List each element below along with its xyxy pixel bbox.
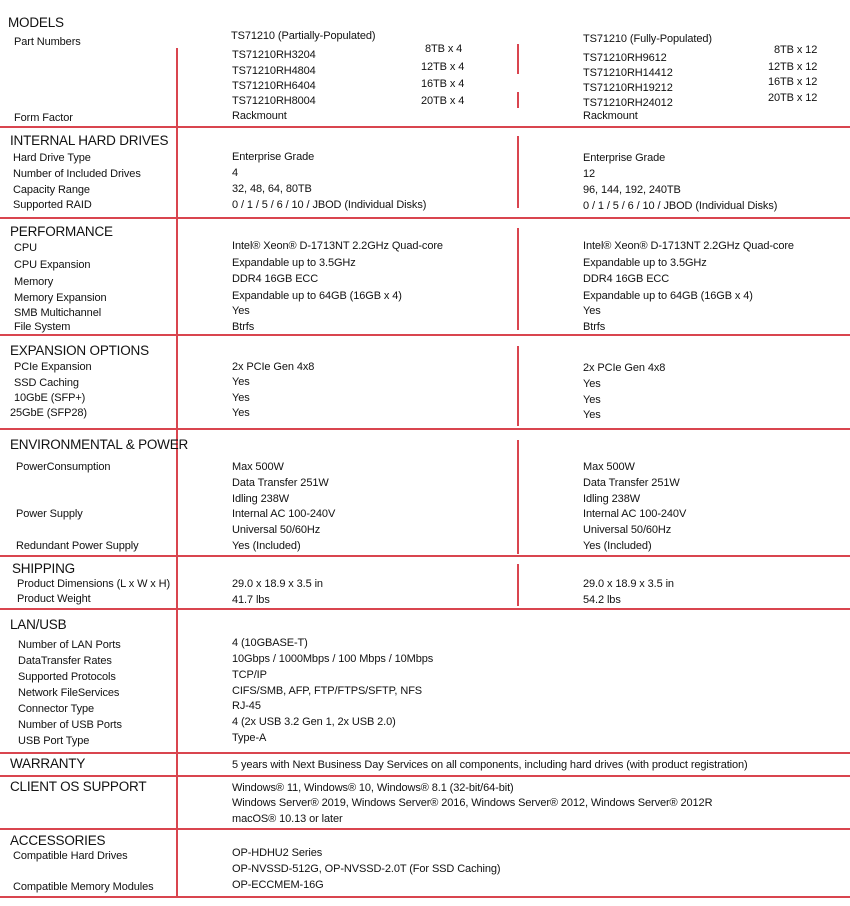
connector-value: RJ-45 xyxy=(232,700,261,712)
partial-product-dimensions: 29.0 x 18.9 x 3.5 in xyxy=(232,578,323,590)
full-cpu: Intel® Xeon® D-1713NT 2.2GHz Quad-core xyxy=(583,240,794,252)
divider-warranty xyxy=(0,752,850,754)
full-part-number: TS71210RH24012 xyxy=(583,97,673,109)
full-memory: DDR4 16GB ECC xyxy=(583,273,670,285)
column-rule-environmental xyxy=(517,440,519,554)
partial-ssd-caching: Yes xyxy=(232,376,250,388)
full-part-capacity: 12TB x 12 xyxy=(768,61,818,73)
full-part-capacity: 20TB x 12 xyxy=(768,92,818,104)
full-part-capacity: 16TB x 12 xyxy=(768,76,818,88)
label-redundant-power-supply: Redundant Power Supply xyxy=(16,540,139,552)
client-os-windows: Windows® 11, Windows® 10, Windows® 8.1 (32-bit/64-bit) xyxy=(232,782,514,794)
partial-part-capacity: 8TB x 4 xyxy=(425,43,463,55)
section-environmental-power: ENVIRONMENTAL & POWER xyxy=(10,437,189,452)
label-25gbe: 25GbE (SFP28) xyxy=(10,407,87,419)
label-capacity-range: Capacity Range xyxy=(13,184,90,196)
full-part-number: TS71210RH9612 xyxy=(583,52,667,64)
label-product-weight: Product Weight xyxy=(17,593,91,605)
partial-memory: DDR4 16GB ECC xyxy=(232,273,319,285)
label-compatible-hard-drives: Compatible Hard Drives xyxy=(13,850,128,862)
partial-25gbe: Yes xyxy=(232,407,250,419)
label-memory-expansion: Memory Expansion xyxy=(14,292,107,304)
full-smb-multichannel: Yes xyxy=(583,305,601,317)
section-warranty: WARRANTY xyxy=(10,756,86,771)
partial-power-max: Max 500W xyxy=(232,461,284,473)
partial-model-title: TS71210 (Partially-Populated) xyxy=(231,30,376,42)
full-ssd-caching: Yes xyxy=(583,378,601,390)
full-psu-voltage: Internal AC 100-240V xyxy=(583,508,687,520)
full-10gbe: Yes xyxy=(583,394,601,406)
label-pcie-expansion: PCIe Expansion xyxy=(14,361,92,373)
label-supported-raid: Supported RAID xyxy=(13,199,92,211)
label-connector-type: Connector Type xyxy=(18,703,95,715)
full-product-weight: 54.2 lbs xyxy=(583,594,621,606)
full-model-title: TS71210 (Fully-Populated) xyxy=(583,33,712,45)
partial-pcie-expansion: 2x PCIe Gen 4x8 xyxy=(232,361,315,373)
label-part-numbers: Part Numbers xyxy=(14,36,81,48)
full-part-number: TS71210RH14412 xyxy=(583,67,673,79)
full-redundant-power-supply: Yes (Included) xyxy=(583,540,652,552)
full-psu-frequency: Universal 50/60Hz xyxy=(583,524,672,536)
label-usb-ports: Number of USB Ports xyxy=(18,719,122,731)
section-accessories: ACCESSORIES xyxy=(10,833,106,848)
label-cpu: CPU xyxy=(14,242,37,254)
label-compatible-memory: Compatible Memory Modules xyxy=(13,881,154,893)
compatible-drives-ssd: OP-NVSSD-512G, OP-NVSSD-2.0T (For SSD Caching) xyxy=(232,863,501,875)
label-hard-drive-type: Hard Drive Type xyxy=(13,152,91,164)
full-power-transfer: Data Transfer 251W xyxy=(583,477,680,489)
divider-expansion xyxy=(0,334,850,336)
section-performance: PERFORMANCE xyxy=(10,224,113,239)
partial-part-number: TS71210RH6404 xyxy=(232,80,316,92)
client-os-macos: macOS® 10.13 or later xyxy=(232,813,343,825)
label-transfer-rates: DataTransfer Rates xyxy=(18,655,112,667)
full-memory-expansion: Expandable up to 64GB (16GB x 4) xyxy=(583,290,753,302)
column-rule-expansion xyxy=(517,346,519,426)
partial-cpu-expansion: Expandable up to 3.5GHz xyxy=(232,257,356,269)
transfer-rates-value: 10Gbps / 1000Mbps / 100 Mbps / 10Mbps xyxy=(232,653,434,665)
divider-performance xyxy=(0,217,850,219)
section-client-os-support: CLIENT OS SUPPORT xyxy=(10,779,147,794)
partial-included-drives: 4 xyxy=(232,167,239,179)
partial-supported-raid: 0 / 1 / 5 / 6 / 10 / JBOD (Individual Disks) xyxy=(232,199,427,211)
partial-cpu: Intel® Xeon® D-1713NT 2.2GHz Quad-core xyxy=(232,240,443,252)
label-cpu-expansion: CPU Expansion xyxy=(14,259,91,271)
partial-10gbe: Yes xyxy=(232,392,250,404)
partial-redundant-power-supply: Yes (Included) xyxy=(232,540,301,552)
label-network-file-services: Network FileServices xyxy=(18,687,120,699)
divider-bottom xyxy=(0,896,850,898)
full-capacity-range: 96, 144, 192, 240TB xyxy=(583,184,681,196)
partial-psu-frequency: Universal 50/60Hz xyxy=(232,524,321,536)
section-internal-hard-drives: INTERNAL HARD DRIVES xyxy=(10,133,169,148)
column-rule-labels xyxy=(176,48,178,896)
full-power-idle: Idling 238W xyxy=(583,493,640,505)
partial-part-number: TS71210RH3204 xyxy=(232,49,316,61)
label-lan-ports: Number of LAN Ports xyxy=(18,639,121,651)
column-rule-models-top xyxy=(517,44,519,74)
label-smb-multichannel: SMB Multichannel xyxy=(14,307,102,319)
partial-part-capacity: 12TB x 4 xyxy=(421,61,465,73)
partial-power-transfer: Data Transfer 251W xyxy=(232,477,329,489)
full-pcie-expansion: 2x PCIe Gen 4x8 xyxy=(583,362,666,374)
section-models: MODELS xyxy=(8,15,64,30)
label-included-drives: Number of Included Drives xyxy=(13,168,141,180)
divider-accessories xyxy=(0,828,850,830)
lan-ports-value: 4 (10GBASE-T) xyxy=(232,637,308,649)
label-memory: Memory xyxy=(14,276,54,288)
full-part-number: TS71210RH19212 xyxy=(583,82,673,94)
partial-file-system: Btrfs xyxy=(232,321,255,333)
full-cpu-expansion: Expandable up to 3.5GHz xyxy=(583,257,707,269)
partial-part-capacity: 20TB x 4 xyxy=(421,95,465,107)
partial-hard-drive-type: Enterprise Grade xyxy=(232,151,315,163)
column-rule-models-bottom xyxy=(517,92,519,108)
column-rule-performance xyxy=(517,228,519,330)
protocols-value: TCP/IP xyxy=(232,669,267,681)
warranty-value: 5 years with Next Business Day Services on all components, including hard drives (with product registration) xyxy=(232,759,748,771)
full-power-max: Max 500W xyxy=(583,461,635,473)
full-included-drives: 12 xyxy=(583,168,596,180)
section-lan-usb: LAN/USB xyxy=(10,617,67,632)
label-form-factor: Form Factor xyxy=(14,112,73,124)
divider-shipping xyxy=(0,555,850,557)
divider-internal xyxy=(0,126,850,128)
compatible-memory-value: OP-ECCMEM-16G xyxy=(232,879,324,891)
full-hard-drive-type: Enterprise Grade xyxy=(583,152,666,164)
label-file-system: File System xyxy=(14,321,71,333)
partial-product-weight: 41.7 lbs xyxy=(232,594,270,606)
section-expansion-options: EXPANSION OPTIONS xyxy=(10,343,149,358)
divider-client-os xyxy=(0,775,850,777)
column-rule-internal xyxy=(517,136,519,208)
usb-ports-value: 4 (2x USB 3.2 Gen 1, 2x USB 2.0) xyxy=(232,716,396,728)
full-25gbe: Yes xyxy=(583,409,601,421)
full-supported-raid: 0 / 1 / 5 / 6 / 10 / JBOD (Individual Disks) xyxy=(583,200,778,212)
column-rule-shipping xyxy=(517,564,519,606)
full-part-capacity: 8TB x 12 xyxy=(774,44,818,56)
label-power-supply: Power Supply xyxy=(16,508,83,520)
section-shipping: SHIPPING xyxy=(12,561,75,576)
label-usb-port-type: USB Port Type xyxy=(18,735,90,747)
partial-smb-multichannel: Yes xyxy=(232,305,250,317)
label-supported-protocols: Supported Protocols xyxy=(18,671,116,683)
full-product-dimensions: 29.0 x 18.9 x 3.5 in xyxy=(583,578,674,590)
divider-lan xyxy=(0,608,850,610)
label-ssd-caching: SSD Caching xyxy=(14,377,79,389)
partial-form-factor: Rackmount xyxy=(232,110,287,122)
usb-type-value: Type-A xyxy=(232,732,267,744)
partial-part-capacity: 16TB x 4 xyxy=(421,78,465,90)
partial-memory-expansion: Expandable up to 64GB (16GB x 4) xyxy=(232,290,402,302)
label-10gbe: 10GbE (SFP+) xyxy=(14,392,86,404)
full-file-system: Btrfs xyxy=(583,321,606,333)
label-power-consumption: PowerConsumption xyxy=(16,461,111,473)
divider-environmental xyxy=(0,428,850,430)
partial-power-idle: Idling 238W xyxy=(232,493,289,505)
client-os-windows-server: Windows Server® 2019, Windows Server® 2016, Windows Server® 2012, Windows Server® 2012R xyxy=(232,797,713,809)
compatible-drives-series: OP-HDHU2 Series xyxy=(232,847,323,859)
file-services-value: CIFS/SMB, AFP, FTP/FTPS/SFTP, NFS xyxy=(232,685,423,697)
partial-capacity-range: 32, 48, 64, 80TB xyxy=(232,183,312,195)
partial-part-number: TS71210RH8004 xyxy=(232,95,316,107)
label-product-dimensions: Product Dimensions (L x W x H) xyxy=(17,578,171,590)
full-form-factor: Rackmount xyxy=(583,110,638,122)
partial-part-number: TS71210RH4804 xyxy=(232,65,316,77)
partial-psu-voltage: Internal AC 100-240V xyxy=(232,508,336,520)
